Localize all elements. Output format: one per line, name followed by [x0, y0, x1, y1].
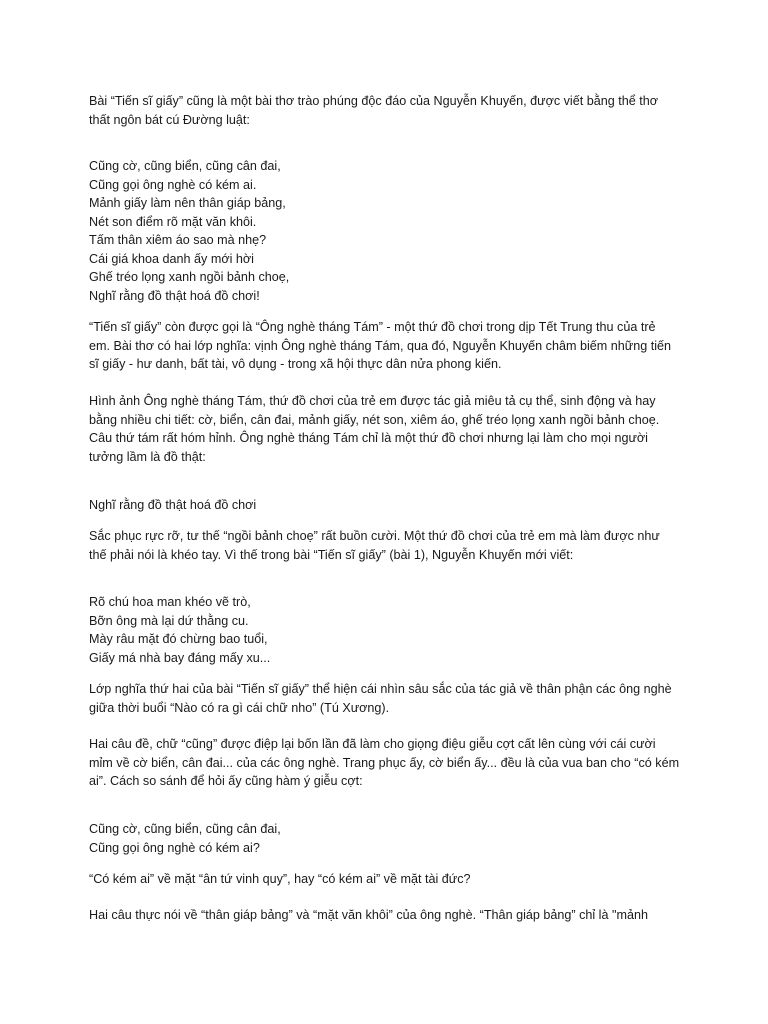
poem-line: Tấm thân xiêm áo sao mà nhẹ? [89, 233, 267, 247]
text-line: em. Bài thơ có hai lớp nghĩa: vịnh Ông nghè tháng Tám, qua đó, Nguyễn Khuyến châm biếm những tiến [89, 338, 671, 353]
text-line: “Tiến sĩ giấy” còn được gọi là “Ông nghè tháng Tám” - một thứ đồ chơi trong dịp Tết Trung thu của trẻ [89, 320, 656, 334]
poem-line: Giấy má nhà bay đáng mấy xu... [89, 650, 271, 665]
text-line: Sắc phục rực rỡ, tư thế “ngồi bảnh choẹ” rất buồn cười. Một thứ đồ chơi của trẻ em mà làm được như [89, 529, 660, 543]
poem-line: Nghĩ rằng đồ thật hoá đồ chơi! [89, 288, 260, 303]
paragraph-second-meaning [89, 680, 689, 717]
text-line: thất ngôn bát cú Đường luật: [89, 112, 250, 127]
paragraph-question [89, 870, 689, 889]
text-line: sĩ giấy - hư danh, bất tài, vô dụng - trong xã hội thực dân nửa phong kiến. [89, 357, 502, 371]
text-line: Lớp nghĩa thứ hai của bài “Tiến sĩ giấy” thể hiện cái nhìn sâu sắc của tác giả về thân phận các ông nghè [89, 682, 672, 696]
poem-line: Bỡn ông mà lại dứ thằng cu. [89, 613, 249, 628]
poem-line: Cũng cờ, cũng biển, cũng cân đai, [89, 822, 281, 836]
text-line: bằng nhiều chi tiết: cờ, biển, cân đai, mảnh giấy, nét son, xiêm áo, ghế tréo lọng xanh ngồi bảnh choẹ. [89, 412, 660, 427]
poem-line: Cũng cờ, cũng biển, cũng cân đai, [89, 159, 281, 173]
text-line: ai”. Cách so sánh để hỏi ấy cũng hàm ý giễu cợt: [89, 774, 363, 788]
text-line: giữa thời buổi “Nào có ra gì cái chữ nho” (Tú Xương). [89, 700, 390, 715]
paragraph-intro [89, 92, 689, 129]
poem-line: Cũng gọi ông nghè có kém ai? [89, 840, 260, 855]
text-line: Câu thứ tám rất hóm hỉnh. Ông nghè tháng Tám chỉ là một thứ đồ chơi nhưng lại làm cho mọi người [89, 431, 648, 445]
text-line: tưởng lầm là đồ thật: [89, 449, 206, 464]
poem-stanza-full [89, 157, 689, 305]
poem-stanza-second [89, 593, 689, 667]
poem-line: Ghế tréo lọng xanh ngồi bảnh choẹ, [89, 270, 290, 284]
quote-line-eight [89, 496, 689, 515]
poem-line: Nét son điểm rõ mặt văn khôi. [89, 214, 257, 229]
text-line: thế phải nói là khéo tay. Vì thế trong bài “Tiến sĩ giấy” (bài 1), Nguyễn Khuyến mới viết: [89, 547, 574, 562]
paragraph-costume [89, 527, 689, 564]
paragraph-two-meanings [89, 318, 689, 374]
poem-couplet-quote [89, 820, 689, 857]
poem-line: Mảnh giấy làm nên thân giáp bảng, [89, 196, 286, 210]
paragraph-opening-couplet [89, 735, 689, 791]
text-line: mỉm về cờ biển, cân đai... của các ông nghè. Trang phục ấy, cờ biển ấy... đều là của vua ban cho “có kém [89, 755, 680, 770]
text-line: Hai câu đề, chữ “cũng” được điệp lại bốn lần đã làm cho giọng điệu giễu cợt cất lên cùng với cái cười [89, 737, 656, 751]
text-line: Bài “Tiến sĩ giấy” cũng là một bài thơ trào phúng độc đáo của Nguyễn Khuyến, được viết bằng thể thơ [89, 94, 659, 108]
poem-line: Rõ chú hoa man khéo vẽ trò, [89, 595, 251, 609]
paragraph-image-description [89, 392, 689, 466]
poem-line: Cái giá khoa danh ấy mới hời [89, 251, 254, 266]
text-line: Hình ảnh Ông nghè tháng Tám, thứ đồ chơi của trẻ em được tác giả miêu tả cụ thể, sinh động và hay [89, 394, 656, 408]
poem-line: Mày râu mặt đó chừng bao tuổi, [89, 632, 268, 646]
text-line: Hai câu thực nói về “thân giáp bảng” và “mặt văn khôi” của ông nghè. “Thân giáp bảng” chỉ là "mảnh [89, 908, 648, 922]
paragraph-parallel-couplet [89, 906, 689, 925]
text-line: “Có kém ai” về mặt “ân tứ vinh quy”, hay “có kém ai” về mặt tài đức? [89, 872, 471, 886]
poem-line: Nghĩ rằng đồ thật hoá đồ chơi [89, 498, 257, 512]
poem-line: Cũng gọi ông nghè có kém ai. [89, 177, 257, 192]
